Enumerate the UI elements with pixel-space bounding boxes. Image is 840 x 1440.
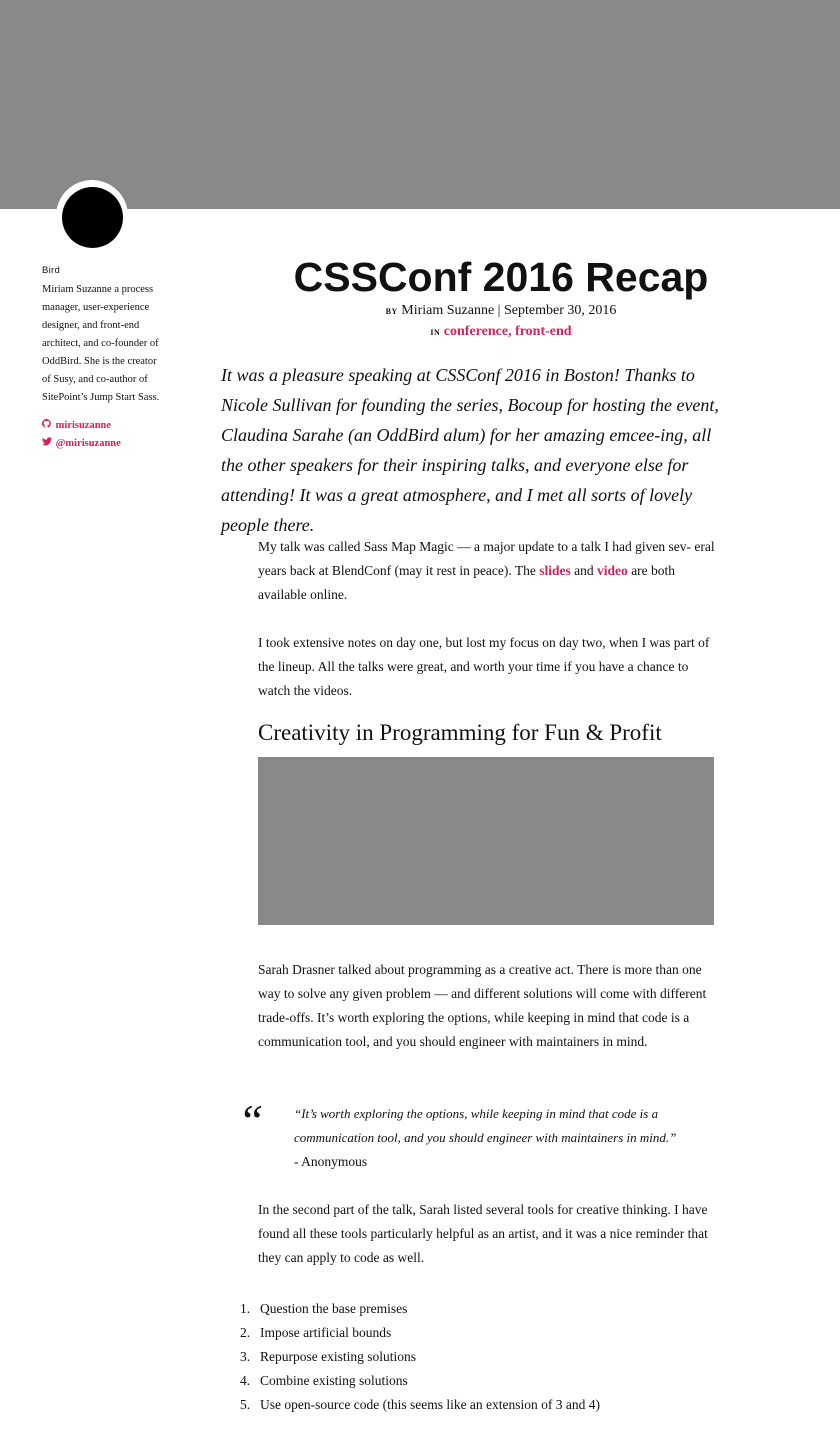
quote-mark-icon: “ bbox=[238, 1095, 264, 1146]
list-number: 3. bbox=[240, 1349, 251, 1364]
list-number: 4. bbox=[240, 1373, 251, 1388]
twitter-link[interactable] bbox=[42, 435, 167, 453]
avatar[interactable] bbox=[62, 187, 123, 248]
byline-separator: | bbox=[497, 303, 501, 318]
category-link-conference[interactable]: conference bbox=[443, 324, 509, 339]
creative-tools-list bbox=[240, 1297, 600, 1417]
post-lead: It was a pleasure speaking at CSSConf 2016 in Boston! Thanks to Nicole Sullivan for founding the series, Bocoup for hosting the event, Claudina Sarahe (an OddBird alum) for her amazing emcee-ing, all the other speakers for their inspiring talks, and everyone else for attending! It was a great atmosphere, and I met all sorts of lovely people there. bbox=[221, 365, 719, 535]
paragraph-notes: I took extensive notes on day one, but lost my focus on day two, when I was part of the lineup. All the talks were great, and worth your time if you have a chance to watch the videos. bbox=[258, 635, 710, 698]
list-item-text: Question the base premises bbox=[260, 1301, 408, 1316]
author-sidebar bbox=[42, 262, 167, 453]
post-date: September 30, 2016 bbox=[503, 303, 617, 318]
list-item-text: Impose artificial bounds bbox=[260, 1325, 392, 1340]
list-item bbox=[240, 1297, 600, 1321]
list-item bbox=[240, 1393, 600, 1417]
post-title: CSSConf 2016 Recap bbox=[293, 254, 709, 300]
list-item bbox=[240, 1345, 600, 1369]
list-item bbox=[240, 1369, 600, 1393]
twitter-handle: @mirisuzanne bbox=[55, 438, 121, 449]
author-bio: Miriam Suzanne a process manager, user-experience designer, and front-end architect, and co-founder of OddBird. She is the creator of Susy, and co-author of SitePoint’s Jump Start Sass. bbox=[42, 284, 160, 403]
social-links bbox=[42, 417, 167, 453]
in-label: IN bbox=[430, 328, 441, 337]
list-item-text: Use open-source code (this seems like an extension of 3 and 4) bbox=[260, 1397, 601, 1412]
paragraph-text: My talk was called Sass Map Magic — a major update to a talk I had given sev- eral years back at BlendConf (may it rest in peace). The bbox=[258, 539, 715, 578]
section-heading: Creativity in Programming for Fun & Profit bbox=[258, 720, 662, 745]
github-link[interactable] bbox=[42, 417, 167, 435]
paragraph-text: and bbox=[570, 563, 598, 578]
post-categories: IN conference, front-end bbox=[430, 324, 572, 339]
list-item-text: Repurpose existing solutions bbox=[260, 1349, 416, 1364]
sidebar-label: Bird bbox=[42, 265, 61, 276]
slides-link[interactable]: slides bbox=[539, 563, 571, 578]
video-link[interactable]: video bbox=[597, 563, 628, 578]
header-banner-image bbox=[0, 0, 840, 209]
blockquote-text: “It’s worth exploring the options, while keeping in mind that code is a communication tool, and you should engineer with maintainers in mind.” bbox=[294, 1106, 677, 1145]
author-name: Miriam Suzanne bbox=[401, 303, 495, 318]
list-number: 5. bbox=[240, 1397, 251, 1412]
paragraph-text: are both available online. bbox=[258, 563, 676, 602]
quote-attribution: - Anonymous bbox=[294, 1154, 368, 1169]
list-number: 1. bbox=[240, 1301, 251, 1316]
list-item-text: Combine existing solutions bbox=[260, 1373, 408, 1388]
list-item bbox=[240, 1321, 600, 1345]
post-byline bbox=[221, 301, 781, 322]
list-number: 2. bbox=[240, 1325, 251, 1340]
paragraph-sarah: Sarah Drasner talked about programming as a creative act. There is more than one way to solve any given problem — and different solutions will come with different trade-offs. It’s worth exploring the options, while keeping in mind that code is a communication tool, and you should engineer with maintainers in mind. bbox=[258, 962, 707, 1049]
paragraph-talk bbox=[258, 535, 716, 607]
by-label: BY bbox=[385, 307, 398, 316]
embedded-video[interactable] bbox=[258, 757, 714, 925]
paragraph-tools: In the second part of the talk, Sarah listed several tools for creative thinking. I have found all these tools particularly helpful as an artist, and it was a nice reminder that they can apply to code as well. bbox=[258, 1202, 708, 1265]
github-handle: mirisuzanne bbox=[55, 420, 112, 431]
github-icon bbox=[42, 417, 53, 435]
twitter-icon bbox=[42, 435, 53, 453]
category-link-front-end[interactable]: front-end bbox=[515, 324, 572, 339]
